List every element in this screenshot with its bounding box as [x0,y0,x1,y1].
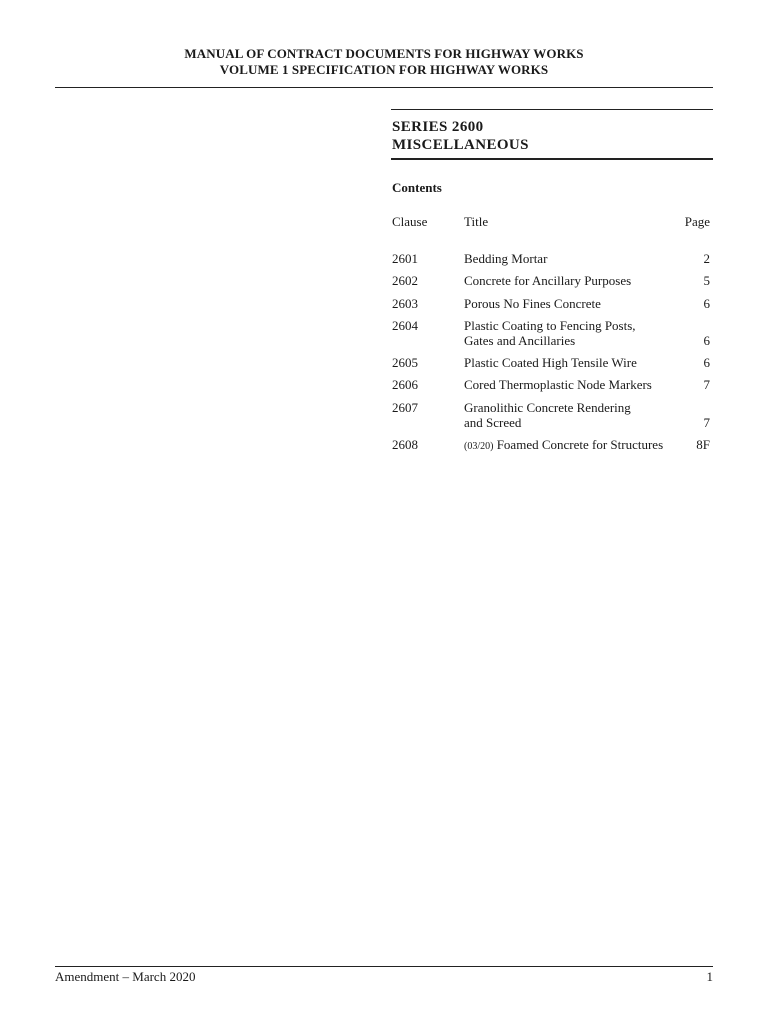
toc-title [464,318,694,348]
toc-title: Porous No Fines Concrete [464,296,601,311]
series-top-rule [391,109,713,110]
toc-page: 6 [703,355,710,370]
toc-clause: 2607 [392,400,418,415]
column-header-title: Title [464,214,489,229]
footer-page-number: 1 [706,969,713,984]
series-bottom-rule [391,158,713,160]
header-line-2: VOLUME 1 SPECIFICATION FOR HIGHWAY WORKS [219,62,549,77]
series-number: SERIES 2600 [392,119,484,135]
header-rule [55,87,713,88]
toc-page: 2 [703,251,710,266]
toc-clause: 2605 [392,355,418,370]
toc-title [464,400,694,430]
toc-page: 7 [703,415,710,430]
toc-title-line-1: Plastic Coating to Fencing Posts, [464,318,636,333]
toc-clause: 2602 [392,273,418,288]
series-title [392,118,529,154]
toc-title: Bedding Mortar [464,251,548,266]
toc-clause: 2603 [392,296,418,311]
toc-title: Cored Thermoplastic Node Markers [464,377,652,392]
series-name: MISCELLANEOUS [392,137,529,153]
toc-page: 5 [703,273,710,288]
toc-title: Concrete for Ancillary Purposes [464,273,632,288]
amendment-marker: (03/20) [464,441,494,452]
header-line-1: MANUAL OF CONTRACT DOCUMENTS FOR HIGHWAY WORKS [184,46,584,61]
toc-clause: 2601 [392,251,418,266]
toc-clause: 2606 [392,377,418,392]
column-header-page: Page [684,214,710,229]
toc-title-line-2: Gates and Ancillaries [464,333,576,348]
toc-title: Plastic Coated High Tensile Wire [464,355,637,370]
contents-heading: Contents [392,180,442,195]
toc-title-line-1: Granolithic Concrete Rendering [464,400,631,415]
toc-title-line-2: and Screed [464,415,522,430]
footer-amendment: Amendment – March 2020 [55,969,196,984]
document-header [0,46,768,78]
toc-page: 6 [703,333,710,348]
toc-page: 8F [696,437,710,452]
toc-page: 7 [703,377,710,392]
toc-page: 6 [703,296,710,311]
toc-title [464,437,694,454]
footer-rule [55,966,713,967]
toc-title-text: Foamed Concrete for Structures [496,437,664,452]
toc-clause: 2604 [392,318,418,333]
column-header-clause: Clause [392,214,428,229]
toc-clause: 2608 [392,437,418,452]
